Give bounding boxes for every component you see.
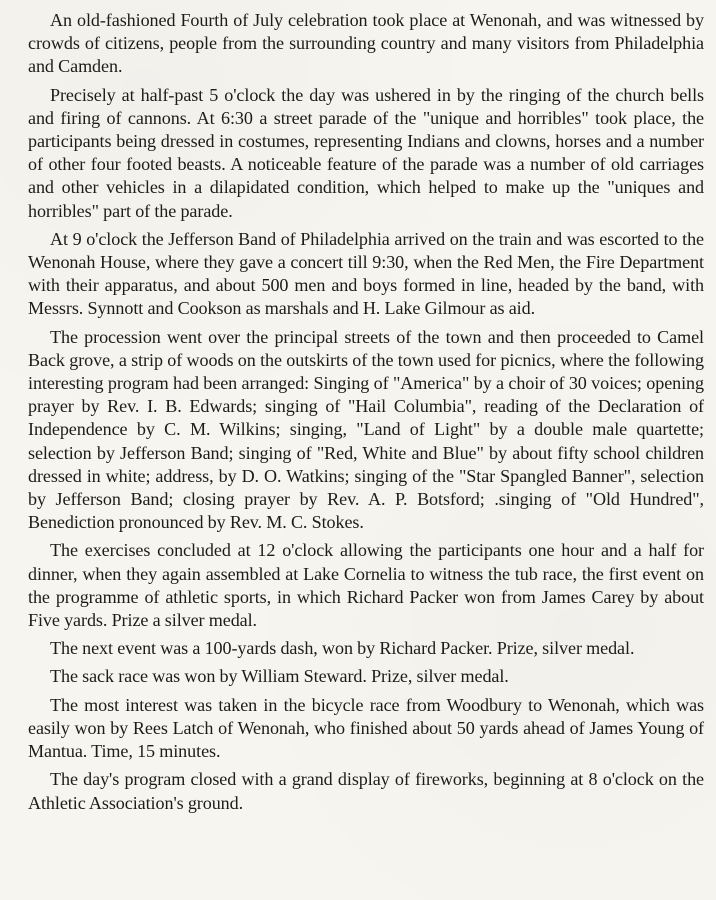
paragraph-sack-race: The sack race was won by William Steward. Prize, silver medal. bbox=[50, 666, 509, 687]
paragraph-dash-event: The next event was a 100-yards dash, won by Richard Packer. Prize, silver medal. bbox=[50, 638, 635, 659]
paragraph-morning-parade: Precisely at half-past 5 o'clock the day was ushered in by the ringing of the church bells and firing of cannons. At 6:30 a street parade of the "unique and horribles" took place, the participants being dressed in costumes, representing Indians and clowns, horses and a number of other four footed beasts. A noticeable feature of the parade was a number of old carriages and other vehicles in a dilapidated condition, which helped to make up the "uniques and horribles" part of the parade. bbox=[28, 84, 704, 221]
paragraph-grove-program: The procession went over the principal streets of the town and then proceeded to Camel Back grove, a strip of woods on the outskirts of the town used for picnics, where the following interesting program had been arranged: Singing of "America" by a choir of 30 voices; opening prayer by Rev. I. B. Edwards; singing of "Hail Columbia", reading of the Declaration of Independence by C. M. Wilkins; singing, "Land of Light" by a double male quartette; selection by Jefferson Band; singing of "Red, White and Blue" by about fifty school children dressed in white; address, by D. O. Watkins; singing of the "Star Spangled Banner", selection by Jefferson Band; closing prayer by Rev. A. P. Botsford; .singing of "Old Hundred", Benediction pronounced by Rev. M. C. Stokes. bbox=[28, 326, 704, 533]
paragraph-opening: An old-fashioned Fourth of July celebration took place at Wenonah, and was witnessed by crowds of citizens, people from the surrounding country and many visitors from Philadelphia and Camden. bbox=[28, 10, 704, 77]
paragraph-bicycle-race: The most interest was taken in the bicycle race from Woodbury to Wenonah, which was easily won by Rees Latch of Wenonah, who finished about 50 yards ahead of James Young of Mantua. Time, 15 minutes. bbox=[28, 694, 704, 762]
paragraph-band-arrival: At 9 o'clock the Jefferson Band of Philadelphia arrived on the train and was escorted to the Wenonah House, where they gave a concert till 9:30, when the Red Men, the Fire Department with their apparatus, and about 500 men and boys formed in line, headed by the band, with Messrs. Synnott and Cookson as marshals and H. Lake Gilmour as aid. bbox=[28, 228, 704, 319]
article-body bbox=[28, 9, 704, 815]
paragraph-fireworks: The day's program closed with a grand display of fireworks, beginning at 8 o'clock on the Athletic Association's ground. bbox=[28, 769, 704, 813]
paragraph-tub-race: The exercises concluded at 12 o'clock allowing the participants one hour and a half for dinner, when they again assembled at Lake Cornelia to witness the tub race, the first event on the programme of athletic sports, in which Richard Packer won from James Carey by about Five yards. Prize a silver medal. bbox=[28, 540, 704, 631]
